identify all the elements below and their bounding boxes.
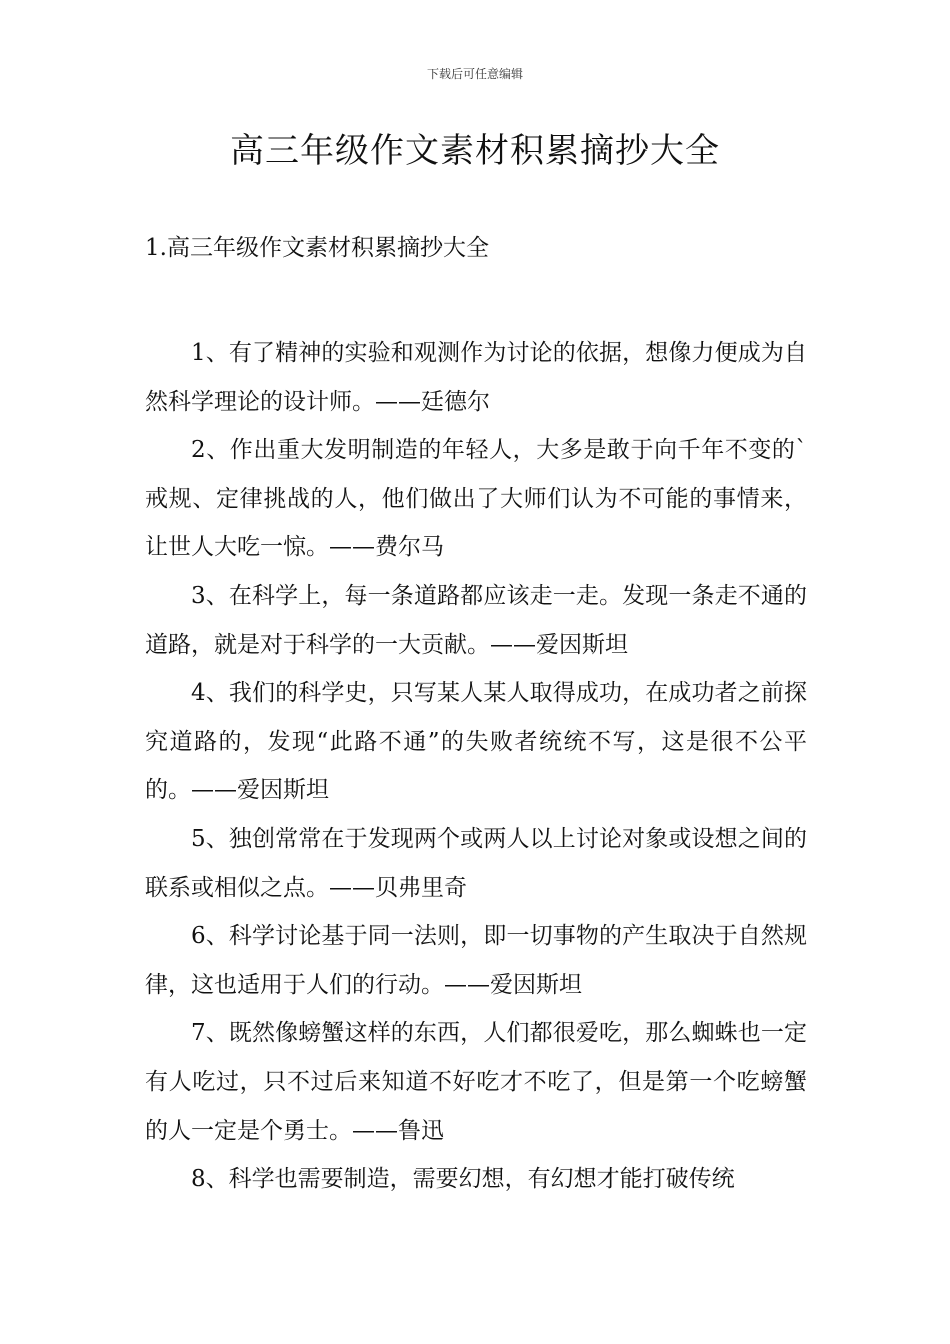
section-heading: 1.高三年级作文素材积累摘抄大全	[145, 235, 489, 261]
document-title: 高三年级作文素材积累摘抄大全	[230, 131, 720, 171]
quote-paragraph-6: 6、科学讨论基于同一法则，即一切事物的产生取决于自然规律，这也适用于人们的行动。——爱因斯坦	[145, 923, 807, 998]
quote-paragraph-5: 5、独创常常在于发现两个或两人以上讨论对象或设想之间的联系或相似之点。——贝弗里奇	[145, 825, 807, 901]
quote-paragraph-2: 2、作出重大发明制造的年轻人，大多是敢于向千年不变的`戒规、定律挑战的人，他们做出了大师们认为不可能的事情来，让世人大吃一惊。——费尔马	[145, 437, 807, 561]
quote-paragraph-1: 1、有了精神的实验和观测作为讨论的依据，想像力便成为自然科学理论的设计师。——廷德尔	[145, 340, 807, 415]
document-body	[145, 329, 807, 1204]
quote-paragraph-4: 4、我们的科学史，只写某人某人取得成功，在成功者之前探究道路的，发现“此路不通”的失败者统统不写，这是很不公平的。——爱因斯坦	[145, 680, 807, 804]
quote-paragraph-7: 7、既然像螃蟹这样的东西，人们都很爱吃，那么蜘蛛也一定有人吃过，只不过后来知道不好吃才不吃了，但是第一个吃螃蟹的人一定是个勇士。——鲁迅	[145, 1020, 807, 1144]
header-note: 下载后可任意编辑	[426, 67, 523, 81]
quote-paragraph-3: 3、在科学上，每一条道路都应该走一走。发现一条走不通的道路，就是对于科学的一大贡献。——爱因斯坦	[145, 582, 807, 658]
quote-paragraph-8: 8、科学也需要制造，需要幻想，有幻想才能打破传统	[191, 1166, 735, 1193]
